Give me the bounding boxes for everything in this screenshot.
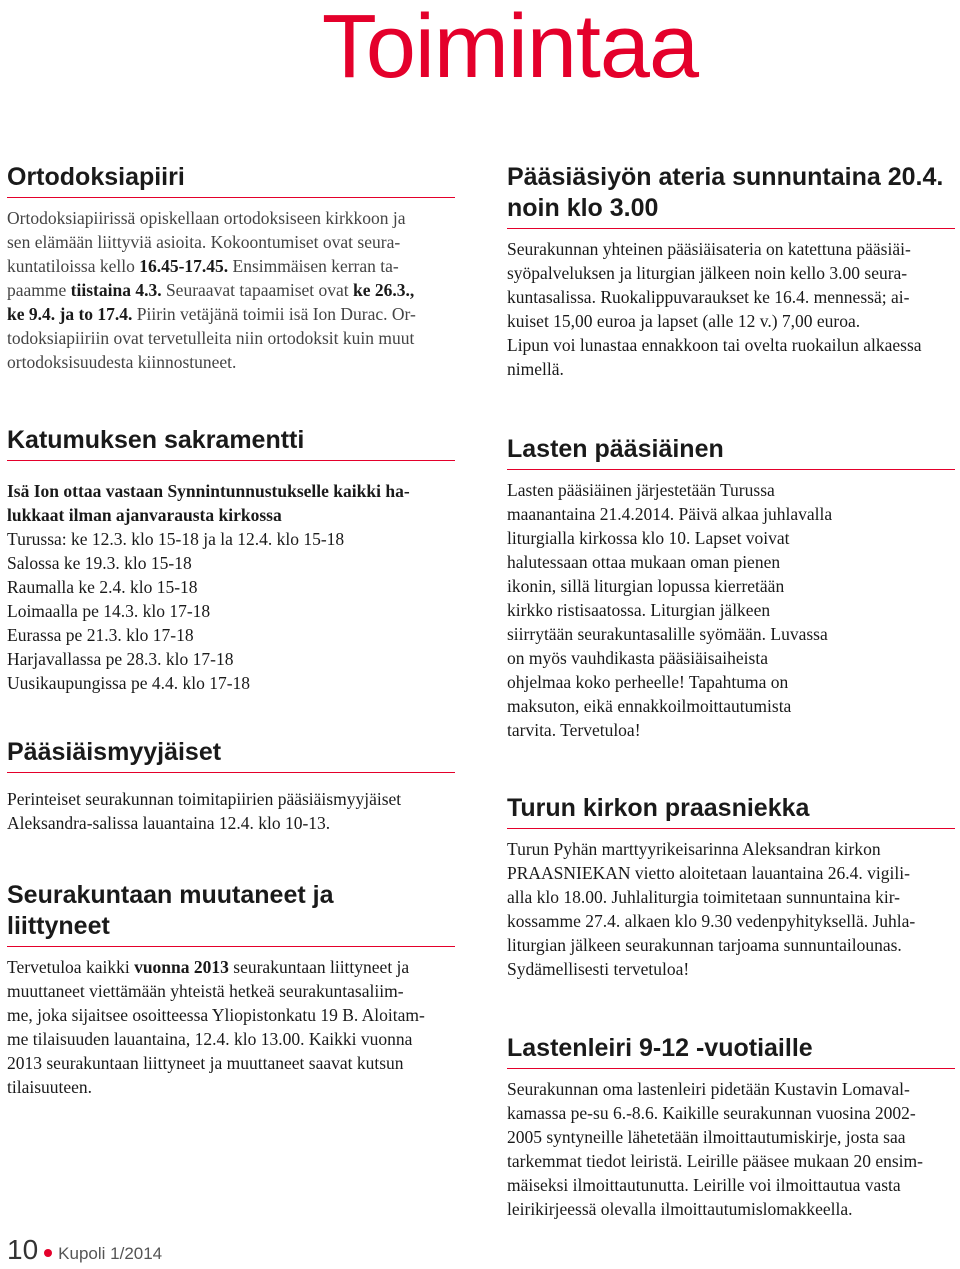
body-line: tarkemmat tiedot leiristä. Leirille pääsee mukaan 20 ensim- (507, 1151, 923, 1171)
section-lasten-paasiainen (507, 434, 955, 742)
body-line: kamassa pe-su 6.-8.6. Kaikille seurakunnan vuosina 2002- (507, 1103, 916, 1123)
body-line: tarvita. Tervetuloa! (507, 720, 641, 740)
heading-lasten-paasiainen: Lasten pääsiäinen (507, 434, 955, 470)
body-line: halutessaan ottaa mukaan oman pienen (507, 552, 781, 572)
section-ortodoksiapiiri (7, 162, 455, 374)
katumus-intro-line: lukkaat ilman ajanvarausta kirkossa (7, 505, 282, 525)
body-line: Seurakunnan oma lastenleiri pidetään Kustavin Lomaval- (507, 1079, 910, 1099)
body-line: me, joka sijaitsee osoitteessa Yliopistonkatu 19 B. Aloitam- (7, 1005, 425, 1025)
body-line: tilaisuuteen. (7, 1077, 93, 1097)
body-line: siirrytään seurakuntasalille syömään. Luvassa (507, 624, 828, 644)
section-lastenleiri (507, 1033, 955, 1221)
body-line: kirkko ristisaatossa. Liturgian jälkeen (507, 600, 771, 620)
ateria-body (507, 237, 955, 381)
body-line: ortodoksisuudesta kiinnostuneet. (7, 352, 237, 372)
liittyneet-body (7, 955, 455, 1099)
body-line: ohjelmaa koko perheelle! Tapahtuma on (507, 672, 789, 692)
body-line: liturgialla kirkossa klo 10. Lapset voivat (507, 528, 790, 548)
page-title: Toimintaa (321, 0, 698, 97)
lasten-paasiainen-body (507, 478, 955, 742)
body-line: liturgian jälkeen seurakunnan tarjoama sunnuntailounas. (507, 935, 902, 955)
body-line: paamme tiistaina 4.3. Seuraavat tapaamiset ovat ke 26.3., (7, 280, 415, 300)
body-line: 2005 syntyneille lähetetään ilmoittautumiskirje, josta saa (507, 1127, 906, 1147)
body-line: Aleksandra-salissa lauantaina 12.4. klo 10-13. (7, 813, 331, 833)
schedule-item: Harjavallassa pe 28.3. klo 17-18 (7, 649, 234, 669)
page-number: 10 (7, 1234, 39, 1265)
body-line: PRAASNIEKAN vietto aloitetaan lauantaina 26.4. vigili- (507, 863, 910, 883)
body-line: Sydämellisesti tervetuloa! (507, 959, 690, 979)
katumus-body (7, 469, 455, 695)
body-line: kuiset 15,00 euroa ja lapset (alle 12 v.) 7,00 euroa. (507, 311, 861, 331)
body-line: Lipun voi lunastaa ennakkoon tai ovelta ruokailun alkaessa (507, 335, 922, 355)
body-line: 2013 seurakuntaan liittyneet ja muuttaneet saavat kutsun (7, 1053, 404, 1073)
body-line: on myös vauhdikasta pääsiäisaiheista (507, 648, 768, 668)
body-line: muuttaneet viettämään yhteistä hetkeä seurakuntasaliim- (7, 981, 404, 1001)
katumus-intro-line: Isä Ion ottaa vastaan Synnintunnustukselle kaikki ha- (7, 481, 410, 501)
body-line: ikonin, sillä liturgian lopussa kierretään (507, 576, 785, 596)
body-line: kossamme 27.4. alkaen klo 9.30 vedenpyhityksellä. Juhla- (507, 911, 916, 931)
heading-ortodoksiapiiri: Ortodoksiapiiri (7, 162, 455, 198)
heading-katumus: Katumuksen sakramentti (7, 425, 455, 461)
body-line: Turun Pyhän marttyyrikeisarinna Aleksandran kirkon (507, 839, 881, 859)
body-line: Lasten pääsiäinen järjestetään Turussa (507, 480, 775, 500)
heading-lastenleiri: Lastenleiri 9-12 -vuotiaille (507, 1033, 955, 1069)
heading-praasniekka: Turun kirkon praasniekka (507, 793, 955, 829)
schedule-item: Uusikaupungissa pe 4.4. klo 17-18 (7, 673, 251, 693)
body-line: mäiseksi ilmoittautunutta. Leirille voi ilmoittautua vasta (507, 1175, 901, 1195)
body-line: syöpalveluksen ja liturgian jälkeen noin kello 3.00 seura- (507, 263, 908, 283)
bullet-icon (44, 1249, 52, 1257)
myyjaiset-body (7, 781, 455, 835)
ortodoksiapiiri-body (7, 206, 455, 374)
body-line: Ortodoksiapiirissä opiskellaan ortodoksiseen kirkkoon ja (7, 208, 406, 228)
body-line: leirikirjeessä olevalla ilmoittautumislomakkeella. (507, 1199, 853, 1219)
body-line: ke 9.4. ja to 17.4. Piirin vetäjänä toimii isä Ion Durac. Or- (7, 304, 416, 324)
lastenleiri-body (507, 1077, 955, 1221)
schedule-item: Loimaalla pe 14.3. klo 17-18 (7, 601, 211, 621)
body-line: Seurakunnan yhteinen pääsiäisateria on katettuna pääsiäi- (507, 239, 911, 259)
praasniekka-body (507, 837, 955, 981)
body-line: kuntasalissa. Ruokalippuvaraukset ke 16.4. mennessä; ai- (507, 287, 910, 307)
section-praasniekka (507, 793, 955, 981)
body-line: kuntatiloissa kello 16.45-17.45. Ensimmäisen kerran ta- (7, 256, 399, 276)
schedule-item: Turussa: ke 12.3. klo 15-18 ja la 12.4. klo 15-18 (7, 529, 345, 549)
schedule-item: Raumalla ke 2.4. klo 15-18 (7, 577, 198, 597)
body-line: todoksiapiiriin ovat tervetulleita niin ortodoksit kuin muut (7, 328, 415, 348)
heading-ateria: Pääsiäsiyön ateria sunnuntaina 20.4. noin klo 3.00 (507, 162, 955, 229)
section-katumus (7, 425, 455, 695)
section-ateria (507, 162, 955, 381)
section-liittyneet (7, 880, 455, 1099)
body-line: Perinteiset seurakunnan toimitapiirien pääsiäismyyjäiset (7, 789, 402, 809)
body-line: maanantaina 21.4.2014. Päivä alkaa juhlavalla (507, 504, 833, 524)
body-line: me tilaisuuden lauantaina, 12.4. klo 13.00. Kaikki vuonna (7, 1029, 413, 1049)
body-line: sen elämään liittyviä asioita. Kokoontumiset ovat seura- (7, 232, 401, 252)
body-line: nimellä. (507, 359, 564, 379)
body-line: maksuton, eikä ennakkoilmoittautumista (507, 696, 792, 716)
body-line: alla klo 18.00. Juhlaliturgia toimitetaan sunnuntaina kir- (507, 887, 900, 907)
page-footer (7, 1234, 162, 1266)
heading-liittyneet: Seurakuntaan muutaneet ja liittyneet (7, 880, 455, 947)
schedule-item: Eurassa pe 21.3. klo 17-18 (7, 625, 194, 645)
body-line: Tervetuloa kaikki vuonna 2013 seurakuntaan liittyneet ja (7, 957, 410, 977)
schedule-item: Salossa ke 19.3. klo 15-18 (7, 553, 192, 573)
heading-myyjaiset: Pääsiäismyyjäiset (7, 737, 455, 773)
publication-name: Kupoli 1/2014 (58, 1244, 163, 1263)
section-myyjaiset (7, 737, 455, 835)
